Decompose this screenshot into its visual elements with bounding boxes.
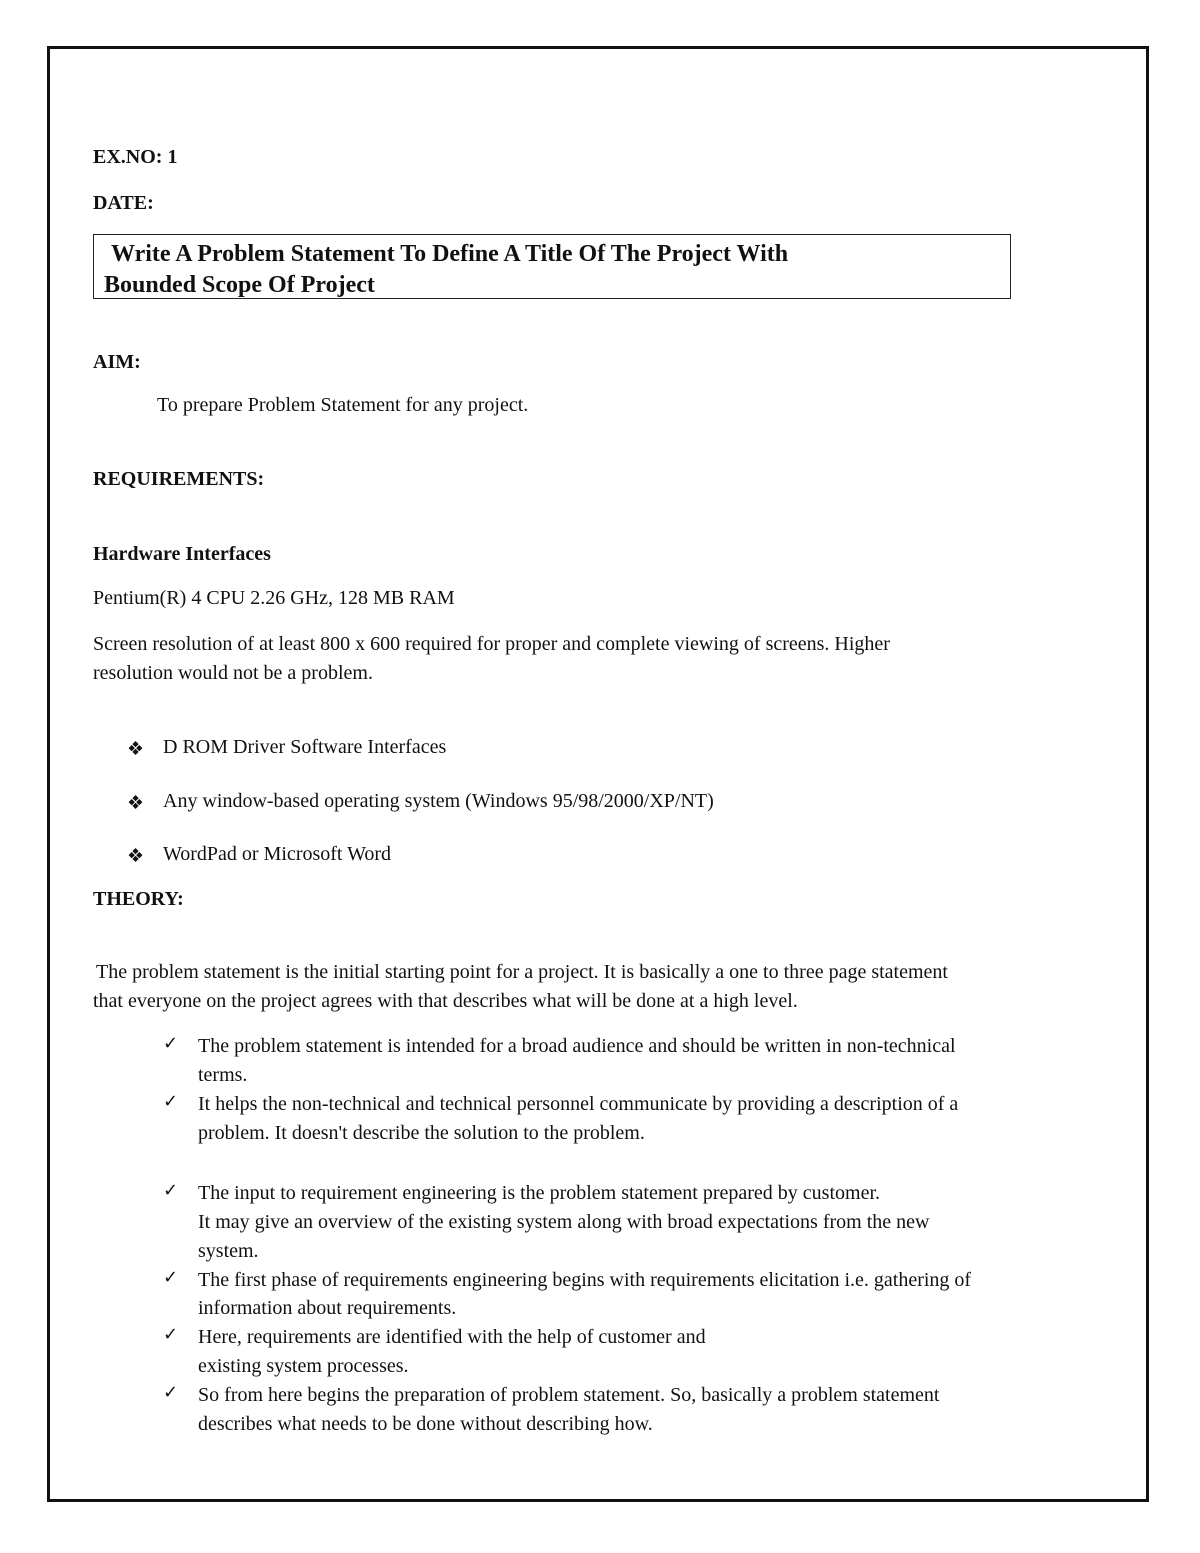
check-item-line: system. (198, 1240, 259, 1262)
bullet-item: D ROM Driver Software Interfaces (163, 736, 447, 758)
check-item-line: information about requirements. (198, 1297, 457, 1319)
requirements-heading: REQUIREMENTS: (93, 468, 265, 490)
checkmark-icon: ✓ (163, 1091, 179, 1112)
checkmark-icon: ✓ (163, 1180, 179, 1201)
theory-intro-line-2: that everyone on the project agrees with that describes what will be done at a high level. (93, 990, 798, 1012)
hardware-heading: Hardware Interfaces (93, 543, 271, 565)
check-item-line: It helps the non-technical and technical personnel communicate by providing a description of a (198, 1093, 959, 1115)
diamond-bullet-icon: ❖ (127, 846, 145, 867)
title-line-1: Write A Problem Statement To Define A Title Of The Project With (111, 241, 789, 267)
check-item-line: existing system processes. (198, 1355, 409, 1377)
aim-heading: AIM: (93, 351, 141, 373)
checkmark-icon: ✓ (163, 1382, 179, 1403)
checkmark-icon: ✓ (163, 1324, 179, 1345)
aim-text: To prepare Problem Statement for any project. (157, 394, 529, 416)
exercise-number: EX.NO: 1 (93, 146, 178, 168)
check-item-line: Here, requirements are identified with the help of customer and (198, 1326, 706, 1348)
screen-resolution-line-1: Screen resolution of at least 800 x 600 required for proper and complete viewing of screens. Higher (93, 633, 890, 655)
check-item-line: describes what needs to be done without describing how. (198, 1413, 653, 1435)
checkmark-icon: ✓ (163, 1267, 179, 1288)
check-item-line: The problem statement is intended for a broad audience and should be written in non-technical (198, 1035, 956, 1057)
screen-resolution-line-2: resolution would not be a problem. (93, 662, 373, 684)
diamond-bullet-icon: ❖ (127, 793, 145, 814)
check-item-line: terms. (198, 1064, 248, 1086)
title-box (93, 234, 1011, 299)
theory-intro-line-1: The problem statement is the initial starting point for a project. It is basically a one to three page statement (96, 961, 948, 983)
check-item-line: So from here begins the preparation of problem statement. So, basically a problem statement (198, 1384, 940, 1406)
check-item-line: The first phase of requirements engineering begins with requirements elicitation i.e. gathering of (198, 1269, 972, 1291)
check-item-line: It may give an overview of the existing system along with broad expectations from the new (198, 1211, 930, 1233)
date-label: DATE: (93, 192, 154, 214)
bullet-item: WordPad or Microsoft Word (163, 843, 392, 865)
bullet-item: Any window-based operating system (Windows 95/98/2000/XP/NT) (163, 790, 714, 812)
cpu-spec: Pentium(R) 4 CPU 2.26 GHz, 128 MB RAM (93, 587, 455, 609)
theory-heading: THEORY: (93, 888, 184, 910)
checkmark-icon: ✓ (163, 1033, 179, 1054)
check-item-line: problem. It doesn't describe the solution to the problem. (198, 1122, 645, 1144)
check-item-line: The input to requirement engineering is the problem statement prepared by customer. (198, 1182, 881, 1204)
diamond-bullet-icon: ❖ (127, 739, 145, 760)
title-line-2: Bounded Scope Of Project (104, 272, 375, 298)
